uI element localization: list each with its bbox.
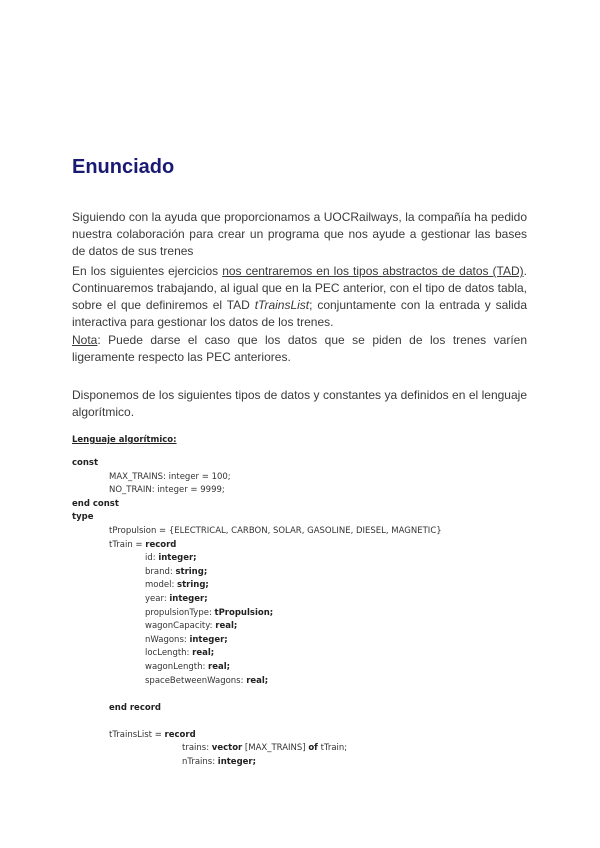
field-name: brand: xyxy=(145,566,176,577)
field-type: integer; xyxy=(169,593,208,604)
record-field-line xyxy=(72,566,542,580)
note-paragraph xyxy=(72,332,527,366)
code-blank-line xyxy=(72,688,542,702)
exercises-dot: . xyxy=(523,264,527,278)
field-type: real; xyxy=(215,621,238,632)
code-block xyxy=(72,457,542,770)
record-field-line xyxy=(72,647,542,661)
code-line: type xyxy=(72,512,94,523)
field-type: integer; xyxy=(189,634,228,645)
field-name: id: xyxy=(145,553,159,564)
exercises-prefix: En los siguientes ejercicios xyxy=(72,264,223,278)
record-field-line xyxy=(72,634,542,648)
code-line: tTrain = record xyxy=(109,539,177,550)
continue-text-end: ; conjuntamente con la entrada y salida interactiva para gestionar los datos de los trenes. xyxy=(72,298,527,329)
code-line: end record xyxy=(109,702,161,713)
tad-emphasis: nos centraremos en los tipos abstractos de datos (TAD) xyxy=(222,264,524,278)
record-field-line xyxy=(72,675,542,689)
field-name: wagonCapacity: xyxy=(145,621,216,632)
intro-paragraph: Siguiendo con la ayuda que proporcionamos a UOCRailways, la compañía ha pedido nuestra colaboración para crear un programa que nos ayude a gestionar las bases de datos de sus trenes xyxy=(72,210,527,258)
code-line: trains: vector [MAX_TRAINS] of tTrain; xyxy=(182,743,348,754)
continue-text: Continuaremos trabajando, al igual que en la PEC anterior, con el tipo de datos tabla, sobre el que definiremos el TAD xyxy=(72,281,527,312)
code-line: MAX_TRAINS: integer = 100; xyxy=(109,471,231,482)
record-field-line xyxy=(72,620,542,634)
record-field-line xyxy=(72,552,542,566)
record-field-line xyxy=(72,607,542,621)
types-paragraph: Disponemos de los siguientes tipos de datos y constantes ya definidos en el lenguaje algorítmico. xyxy=(72,388,527,419)
code-line: tPropulsion = {ELECTRICAL, CARBON, SOLAR, GASOLINE, DIESEL, MAGNETIC} xyxy=(109,525,442,536)
code-blank-line xyxy=(72,715,542,729)
tad-name: tTrainsList xyxy=(254,298,310,312)
field-type: real; xyxy=(192,648,215,659)
record-field-line xyxy=(72,593,542,607)
field-name: nWagons: xyxy=(145,634,190,645)
exercises-paragraph xyxy=(72,263,527,331)
field-name: wagonLength: xyxy=(145,661,209,672)
code-line: nTrains: integer; xyxy=(182,757,257,768)
code-line: tTrainsList = record xyxy=(109,729,196,740)
note-text: : Puede darse el caso que los datos que se piden de los trenes varíen ligeramente respecto las PEC anteriores. xyxy=(72,333,527,364)
field-type: real; xyxy=(208,661,231,672)
field-type: integer; xyxy=(158,553,197,564)
field-name: year: xyxy=(145,593,170,604)
field-name: model: xyxy=(145,580,178,591)
field-type: tPropulsion; xyxy=(214,607,274,618)
field-name: locLength: xyxy=(145,648,193,659)
field-type: real; xyxy=(246,675,269,686)
field-name: propulsionType: xyxy=(145,607,215,618)
field-name: spaceBetweenWagons: xyxy=(145,675,247,686)
code-title: Lenguaje algorítmico: xyxy=(72,435,177,445)
section-heading: Enunciado xyxy=(72,156,175,178)
note-label: Nota xyxy=(72,333,98,347)
record-fields xyxy=(72,552,542,688)
record-field-line xyxy=(72,579,542,593)
code-line: const xyxy=(72,458,99,468)
code-line: end const xyxy=(72,498,119,509)
field-type: string; xyxy=(177,580,209,591)
code-line: NO_TRAIN: integer = 9999; xyxy=(109,485,225,496)
field-type: string; xyxy=(175,566,208,577)
record-field-line xyxy=(72,661,542,675)
